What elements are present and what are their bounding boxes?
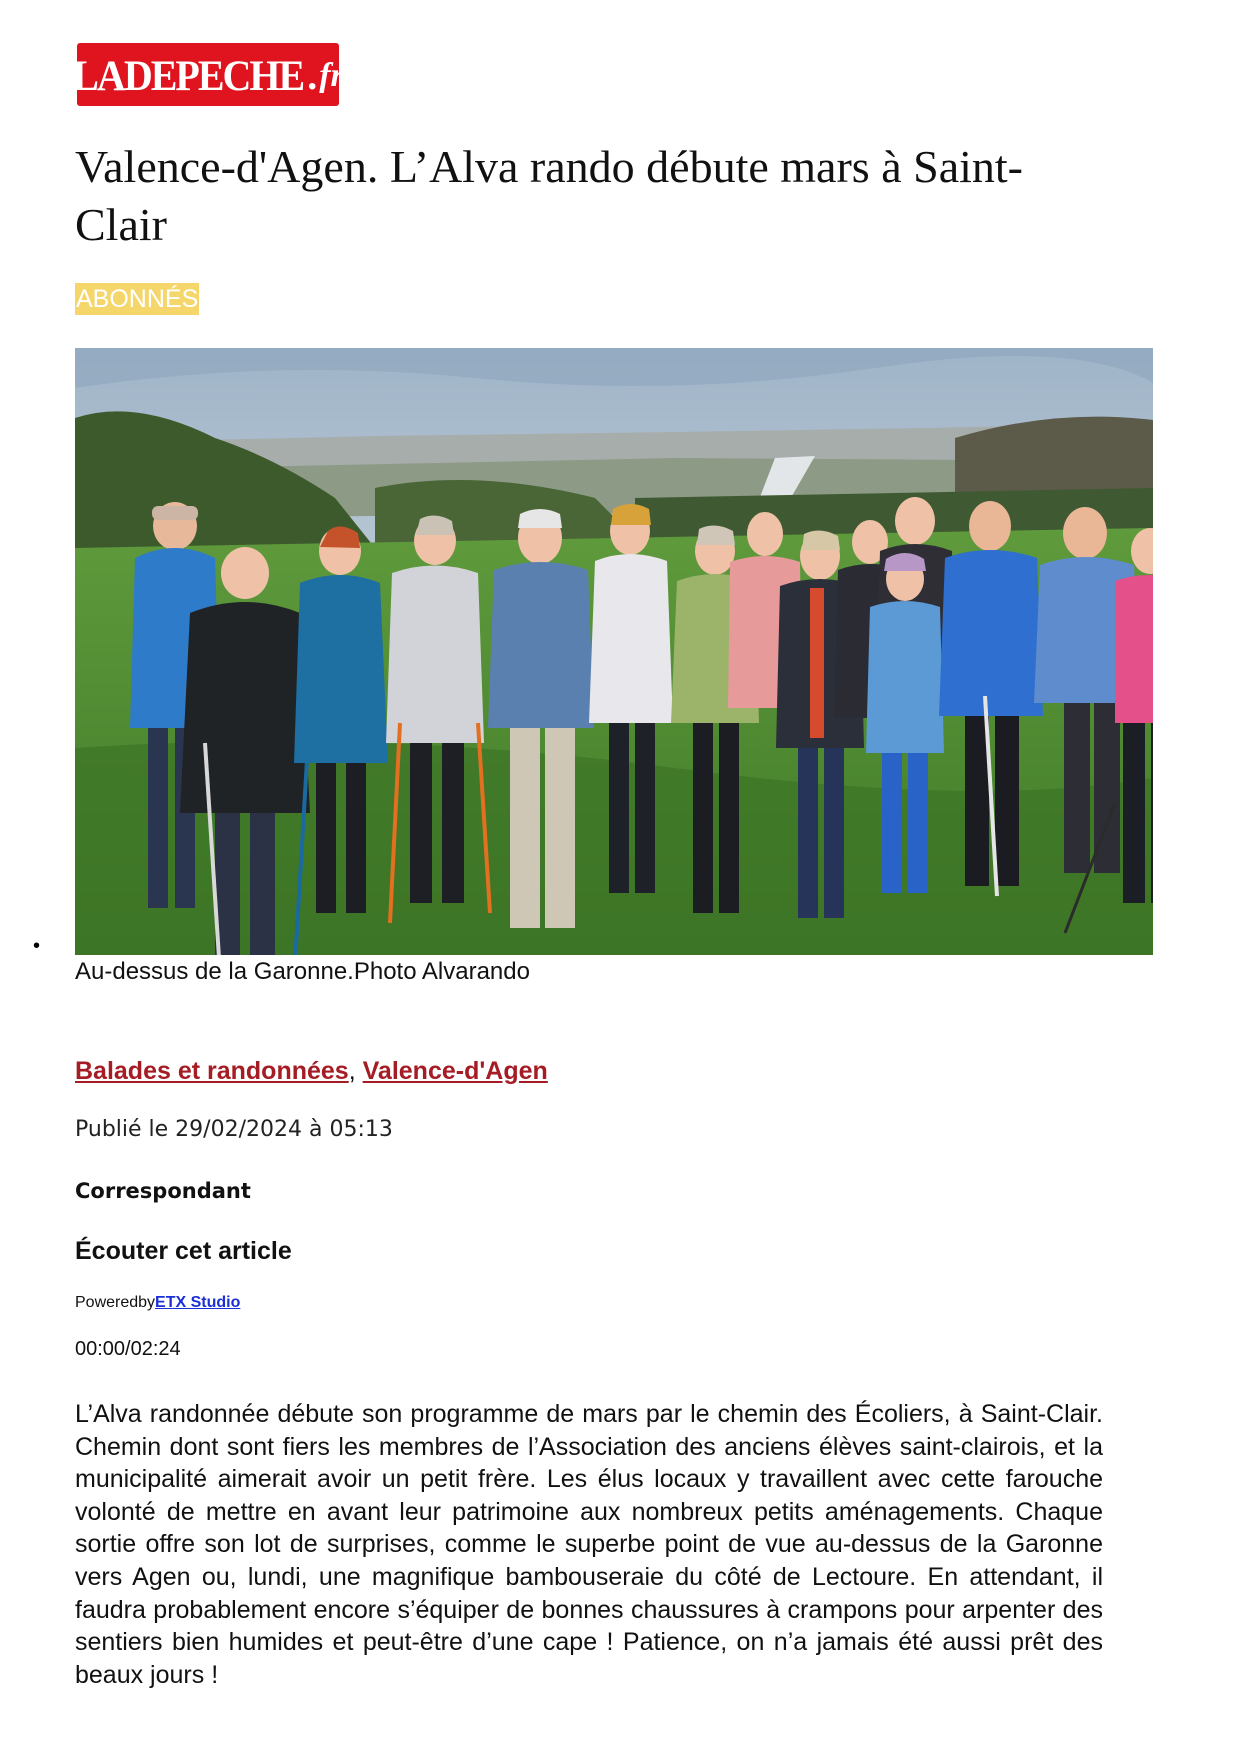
article-photo xyxy=(75,348,1153,955)
powered-by-prefix: Poweredby xyxy=(75,1294,156,1311)
tag-link-valence[interactable]: Valence-d'Agen xyxy=(362,1057,548,1085)
powered-by xyxy=(75,1294,240,1312)
tag-separator: , xyxy=(348,1057,356,1085)
author-label: Correspondant xyxy=(75,1179,251,1203)
photo-caption: Au-dessus de la Garonne.Photo Alvarando xyxy=(75,958,530,985)
site-logo[interactable] xyxy=(72,43,344,106)
publish-date: Publié le 29/02/2024 à 05:13 xyxy=(75,1117,393,1142)
logo-suffix: fr xyxy=(319,56,344,94)
tag-link-balades[interactable]: Balades et randonnées xyxy=(75,1057,349,1085)
listen-article-heading: Écouter cet article xyxy=(75,1237,292,1265)
subscriber-badge: ABONNÉS xyxy=(76,285,199,313)
article-title: Valence-d'Agen. L’Alva rando débute mars à Saint-Clair xyxy=(75,141,1023,250)
list-bullet: • xyxy=(33,935,41,957)
etx-studio-link[interactable]: ETX Studio xyxy=(155,1294,241,1311)
article-tags xyxy=(75,1057,548,1086)
audio-time: 00:00/02:24 xyxy=(75,1338,181,1360)
logo-dot: . xyxy=(307,53,318,98)
logo-wordmark: LADEPECHE xyxy=(72,51,304,100)
article-body: L’Alva randonnée débute son programme de mars par le chemin des Écoliers, à Saint-Clair. Chemin dont sont fiers les membres de l’Association des anciens élèves saint-clairois, et la municipalité aimerait avoir un petit frère. Les élus locaux y travaillent avec cette farouche volonté de mettre en avant leur patrimoine aux nombreux petits aménagements. Chaque sortie offre son lot de surprises, comme le superbe point de vue au-dessus de la Garonne vers Agen ou, lundi, une magnifique bambouseraie du côté de Lectoure. En attendant, il faudra probablement encore s’équiper de bonnes chaussures à crampons pour arpenter des sentiers bien humides et peut-être d’une cape ! Patience, on n’a jamais été aussi prêt des beaux jours ! xyxy=(75,1400,1103,1689)
